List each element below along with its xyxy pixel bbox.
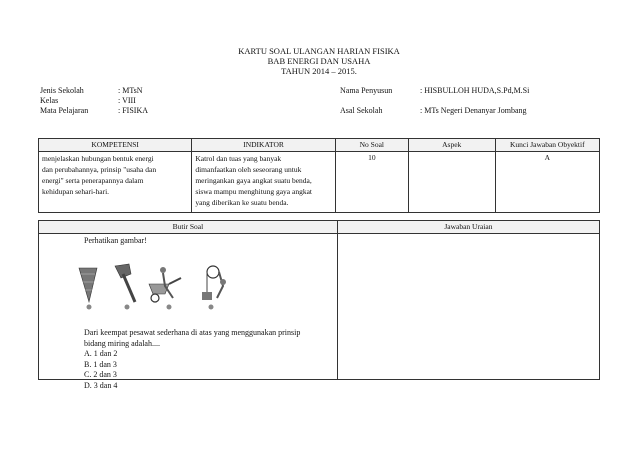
header-butir-soal: Butir Soal xyxy=(39,221,338,234)
indikator-line: siswa mampu menghitung gaya angkat xyxy=(195,187,312,196)
meta-mapel-label: Mata Pelajaran xyxy=(40,106,89,115)
question-line-1: Dari keempat pesawat sederhana di atas yang menggunakan prinsip xyxy=(84,328,301,337)
kompetensi-cell xyxy=(39,152,192,213)
kompetensi-line: menjelaskan hubungan bentuk energi xyxy=(42,154,154,163)
header-no-soal: No Soal xyxy=(335,139,408,152)
doc-title: KARTU SOAL ULANGAN HARIAN FISIKA xyxy=(238,46,400,56)
meta-penyusun-label: Nama Penyusun xyxy=(340,86,393,95)
simple-machines-figure xyxy=(77,262,237,312)
indikator-cell xyxy=(192,152,335,213)
kompetensi-line: kehidupan sehari-hari. xyxy=(42,187,110,196)
doc-subtitle: BAB ENERGI DAN USAHA xyxy=(267,56,371,66)
indikator-line: Katrol dan tuas yang banyak xyxy=(195,154,282,163)
header-jawaban-uraian: Jawaban Uraian xyxy=(337,221,599,234)
cone-tool-icon xyxy=(79,268,97,310)
option-a: A. 1 dan 2 xyxy=(84,349,118,358)
option-b: B. 1 dan 3 xyxy=(84,359,117,369)
meta-kelas-label: Kelas xyxy=(40,96,59,105)
kompetensi-line: energi" serta penerapannya dalam xyxy=(42,176,144,185)
indikator-line: yang diberikan ke suatu benda. xyxy=(195,198,289,207)
pulley-icon xyxy=(202,266,226,310)
kompetensi-table xyxy=(38,138,600,213)
indikator-line: meringankan gaya angkat suatu benda, xyxy=(195,176,312,185)
option-c: C. 2 dan 3 xyxy=(84,370,117,379)
option-d: D. 3 dan 4 xyxy=(84,380,118,390)
question-intro: Perhatikan gambar! xyxy=(84,236,147,245)
header-indikator: INDIKATOR xyxy=(192,139,335,152)
wheelbarrow-icon xyxy=(149,267,181,310)
butir-soal-cell xyxy=(39,234,338,390)
header-aspek: Aspek xyxy=(408,139,495,152)
indikator-line: dimanfaatkan oleh seseorang untuk xyxy=(195,165,302,174)
meta-jenis-label: Jenis Sekolah xyxy=(40,86,84,95)
aspek-cell xyxy=(408,152,495,213)
axe-icon xyxy=(115,264,135,310)
butir-content xyxy=(39,234,337,390)
meta-kelas-value: : VIII xyxy=(118,96,136,105)
meta-mapel-value: : FISIKA xyxy=(118,106,149,115)
header-kunci: Kunci Jawaban Obyektif xyxy=(495,139,599,152)
kunci-cell: A xyxy=(495,152,599,213)
question-line-2: bidang miring adalah.... xyxy=(84,338,160,348)
butir-table xyxy=(38,220,600,390)
meta-penyusun-value: : HISBULLOH HUDA,S.Pd,M.Si xyxy=(420,86,530,95)
kompetensi-line: dan perubahannya, prinsip "usaha dan xyxy=(42,165,157,174)
meta-sekolah-label: Asal Sekolah xyxy=(340,106,383,115)
jawaban-uraian-cell xyxy=(337,234,599,380)
meta-jenis-value: : MTsN xyxy=(118,86,143,95)
header-kompetensi: KOMPETENSI xyxy=(39,139,192,152)
meta-sekolah-value: : MTs Negeri Denanyar Jombang xyxy=(420,106,527,115)
doc-year: TAHUN 2014 – 2015. xyxy=(281,66,357,76)
no-soal-cell: 10 xyxy=(335,152,408,213)
